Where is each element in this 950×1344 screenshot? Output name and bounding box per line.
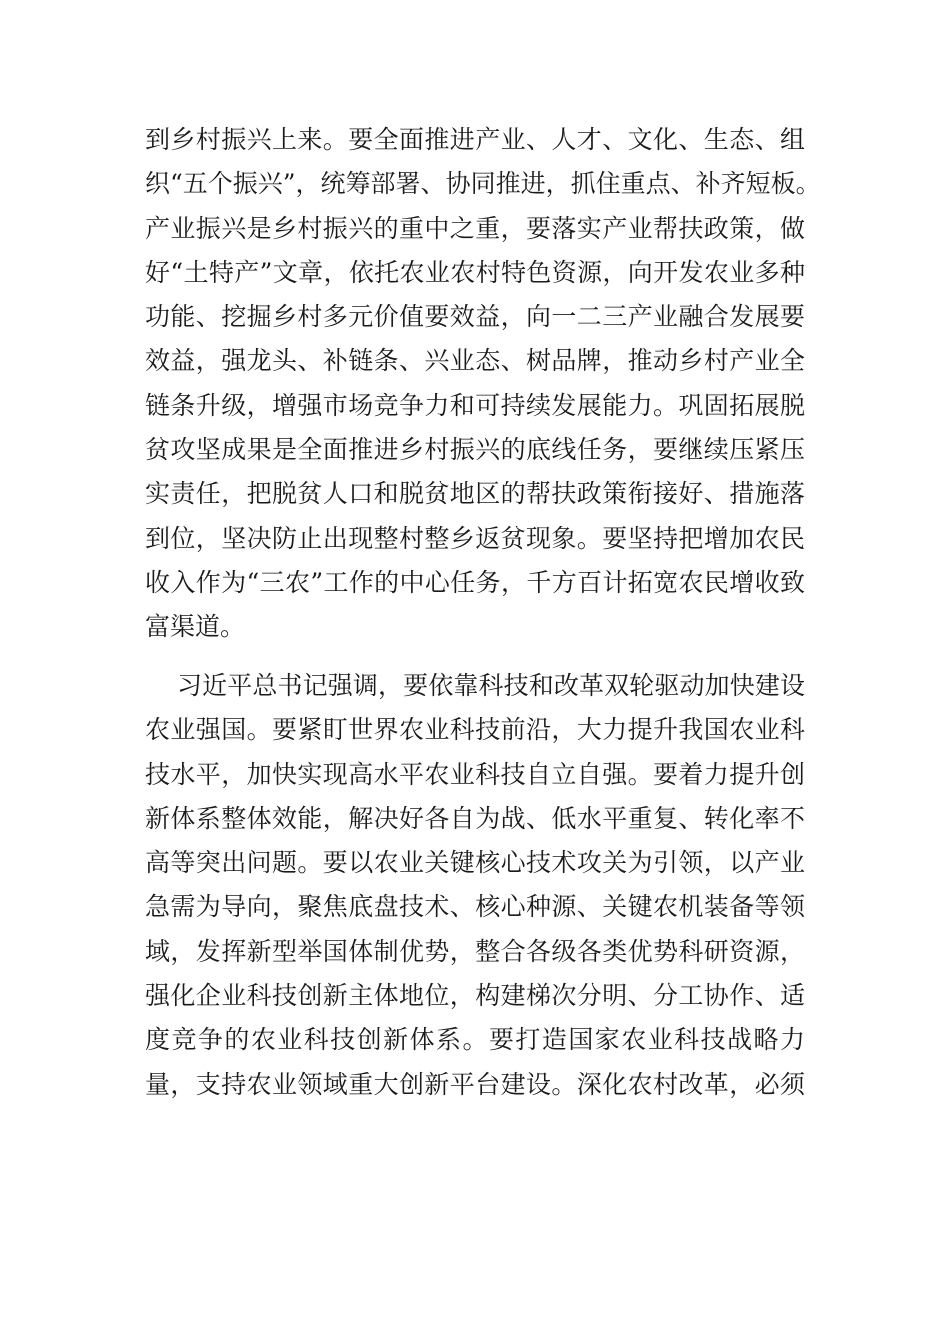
text-line: 贫攻坚成果是全面推进乡村振兴的底线任务，要继续压紧压 bbox=[145, 435, 805, 465]
text-line: 实责任，把脱贫人口和脱贫地区的帮扶政策衔接好、措施落 bbox=[145, 479, 805, 509]
text-line: 域，发挥新型举国体制优势，整合各级各类优势科研资源， bbox=[145, 936, 805, 966]
text-line: 度竞争的农业科技创新体系。要打造国家农业科技战略力 bbox=[145, 1025, 805, 1055]
text-line: 效益，强龙头、补链条、兴业态、树品牌，推动乡村产业全 bbox=[145, 346, 805, 376]
paragraph-agricultural-technology bbox=[145, 664, 805, 1107]
paragraph-rural-revitalization bbox=[145, 118, 821, 650]
text-line: 链条升级，增强市场竞争力和可持续发展能力。巩固拓展脱 bbox=[145, 390, 805, 420]
text-line: 新体系整体效能，解决好各自为战、低水平重复、转化率不 bbox=[145, 803, 805, 833]
text-line: 强化企业科技创新主体地位，构建梯次分明、分工协作、适 bbox=[145, 981, 805, 1011]
text-line: 好“土特产”文章，依托农业农村特色资源，向开发农业多种 bbox=[145, 257, 805, 287]
text-line: 急需为导向，聚焦底盘技术、核心种源、关键农机装备等领 bbox=[145, 892, 805, 922]
text-line: 到乡村振兴上来。要全面推进产业、人才、文化、生态、组 bbox=[145, 125, 805, 154]
text-line: 织“五个振兴”，统筹部署、协同推进，抓住重点、补齐短板。 bbox=[145, 169, 821, 199]
text-line: 习近平总书记强调，要依靠科技和改革双轮驱动加快建设 bbox=[177, 671, 805, 700]
text-line: 量，支持农业领域重大创新平台建设。深化农村改革，必须 bbox=[145, 1069, 805, 1099]
text-line: 功能、挖掘乡村多元价值要效益，向一二三产业融合发展要 bbox=[145, 302, 805, 332]
text-line: 农业强国。要紧盯世界农业科技前沿，大力提升我国农业科 bbox=[145, 715, 805, 745]
text-line: 收入作为“三农”工作的中心任务，千方百计拓宽农民增收致 bbox=[145, 567, 805, 597]
text-line: 技水平，加快实现高水平农业科技自立自强。要着力提升创 bbox=[145, 759, 805, 789]
text-line: 高等突出问题。要以农业关键核心技术攻关为引领，以产业 bbox=[145, 848, 805, 878]
text-line: 富渠道。 bbox=[145, 612, 246, 642]
text-line: 产业振兴是乡村振兴的重中之重，要落实产业帮扶政策，做 bbox=[145, 213, 805, 243]
text-line: 到位，坚决防止出现整村整乡返贫现象。要坚持把增加农民 bbox=[145, 523, 805, 553]
